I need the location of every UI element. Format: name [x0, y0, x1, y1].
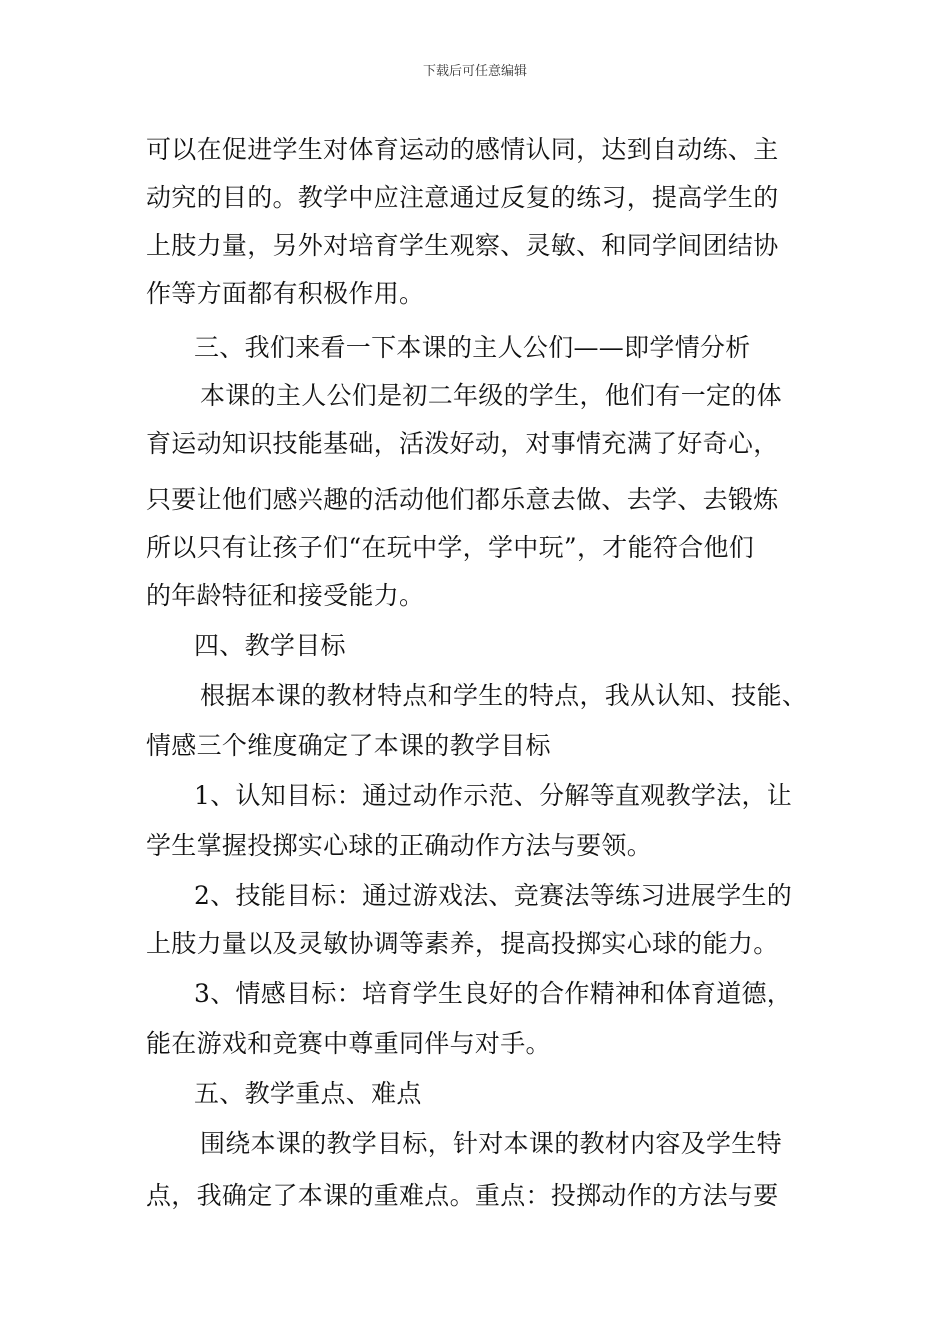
- text-line: 只要让他们感兴趣的活动他们都乐意去做、去学、去锻炼: [146, 485, 779, 514]
- text-line: 3、情感目标：培育学生良好的合作精神和体育道德，: [194, 979, 793, 1008]
- text-line: 能在游戏和竞赛中尊重同伴与对手。: [146, 1029, 551, 1058]
- text-line: 围绕本课的教学目标，针对本课的教材内容及学生特: [200, 1129, 782, 1158]
- text-line: 情感三个维度确定了本课的教学目标: [146, 731, 551, 760]
- text-line: 的年龄特征和接受能力。: [146, 581, 425, 610]
- text-line: 动究的目的。教学中应注意通过反复的练习，提高学生的: [146, 183, 779, 212]
- text-line: 根据本课的教材特点和学生的特点，我从认知、技能、: [200, 681, 808, 710]
- text-line: 1、认知目标：通过动作示范、分解等直观教学法，让: [194, 781, 793, 810]
- text-line: 作等方面都有积极作用。: [146, 279, 425, 308]
- text-line: 上肢力量，另外对培育学生观察、灵敏、和同学间团结协: [146, 231, 779, 260]
- section-heading: 三、我们来看一下本课的主人公们——即学情分析: [194, 333, 751, 362]
- text-line: 可以在促进学生对体育运动的感情认同，达到自动练、主: [146, 135, 779, 164]
- text-line: 2、技能目标：通过游戏法、竞赛法等练习进展学生的: [194, 881, 793, 910]
- text-line: 育运动知识技能基础，活泼好动，对事情充满了好奇心，: [146, 429, 779, 458]
- text-line: 点，我确定了本课的重难点。重点：投掷动作的方法与要: [146, 1181, 779, 1210]
- text-line: 上肢力量以及灵敏协调等素养，提高投掷实心球的能力。: [146, 929, 779, 958]
- section-heading: 五、教学重点、难点: [194, 1079, 422, 1108]
- section-heading: 四、教学目标: [194, 631, 346, 660]
- text-line: 所以只有让孩子们“在玩中学，学中玩”，才能符合他们: [146, 533, 755, 562]
- text-line: 本课的主人公们是初二年级的学生，他们有一定的体: [200, 381, 782, 410]
- page-header: 下载后可任意编辑: [422, 64, 527, 79]
- text-line: 学生掌握投掷实心球的正确动作方法与要领。: [146, 831, 653, 860]
